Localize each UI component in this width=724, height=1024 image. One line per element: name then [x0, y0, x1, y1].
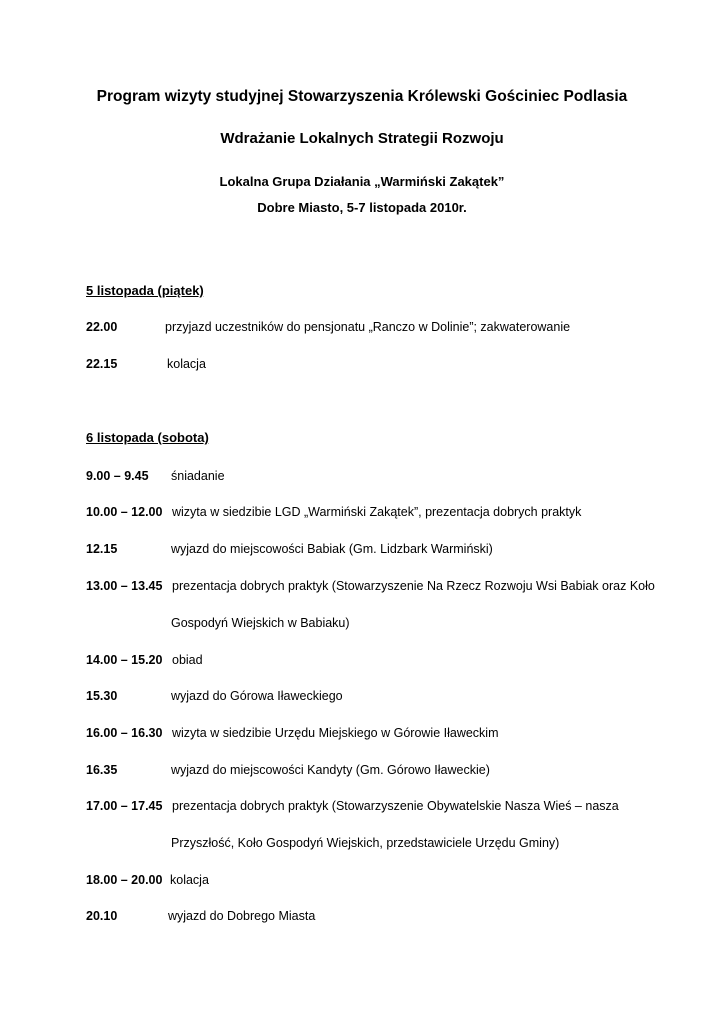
schedule-description: kolacja [170, 873, 209, 887]
schedule-description: prezentacja dobrych praktyk (Stowarzyszenie Na Rzecz Rozwoju Wsi Babiak oraz Koło [172, 579, 655, 593]
schedule-description-continued: Gospodyń Wiejskich w Babiaku) [171, 616, 350, 630]
schedule-time: 10.00 – 12.00 [86, 505, 163, 519]
document-title: Program wizyty studyjnej Stowarzyszenia Królewski Gościniec Podlasia [96, 88, 628, 105]
schedule-time: 9.00 – 9.45 [86, 469, 149, 483]
organizer-line: Lokalna Grupa Działania „Warmiński Zakątek” [219, 174, 505, 189]
schedule-time: 22.15 [86, 357, 118, 371]
schedule-time: 16.00 – 16.30 [86, 726, 163, 740]
schedule-description: prezentacja dobrych praktyk (Stowarzyszenie Obywatelskie Nasza Wieś – nasza [172, 799, 619, 813]
schedule-description: wyjazd do miejscowości Kandyty (Gm. Górowo Iławeckie) [171, 763, 490, 777]
schedule-description: wyjazd do Dobrego Miasta [168, 909, 316, 923]
schedule-time: 18.00 – 20.00 [86, 873, 163, 887]
schedule-description: obiad [172, 653, 203, 667]
place-date-line: Dobre Miasto, 5-7 listopada 2010r. [257, 200, 467, 215]
document-subtitle: Wdrażanie Lokalnych Strategii Rozwoju [220, 130, 504, 147]
schedule-description: kolacja [167, 357, 206, 371]
schedule-time: 17.00 – 17.45 [86, 799, 163, 813]
day-heading-friday: 5 listopada (piątek) [86, 283, 204, 298]
schedule-description: przyjazd uczestników do pensjonatu „Ranczo w Dolinie”; zakwaterowanie [165, 320, 571, 334]
schedule-description: wyjazd do Górowa Iławeckiego [171, 689, 343, 703]
schedule-description: wizyta w siedzibie LGD „Warmiński Zakątek”, prezentacja dobrych praktyk [172, 505, 582, 519]
schedule-time: 22.00 [86, 320, 118, 334]
day-heading-saturday: 6 listopada (sobota) [86, 430, 209, 445]
schedule-time: 14.00 – 15.20 [86, 653, 163, 667]
schedule-description: wizyta w siedzibie Urzędu Miejskiego w Górowie Iławeckim [172, 726, 499, 740]
schedule-description: śniadanie [171, 469, 225, 483]
schedule-time: 20.10 [86, 909, 118, 923]
schedule-time: 12.15 [86, 542, 118, 556]
schedule-description: wyjazd do miejscowości Babiak (Gm. Lidzbark Warmiński) [171, 542, 493, 556]
schedule-description-continued: Przyszłość, Koło Gospodyń Wiejskich, przedstawiciele Urzędu Gminy) [171, 836, 560, 850]
schedule-time: 15.30 [86, 689, 118, 703]
schedule-time: 16.35 [86, 763, 118, 777]
schedule-time: 13.00 – 13.45 [86, 579, 163, 593]
